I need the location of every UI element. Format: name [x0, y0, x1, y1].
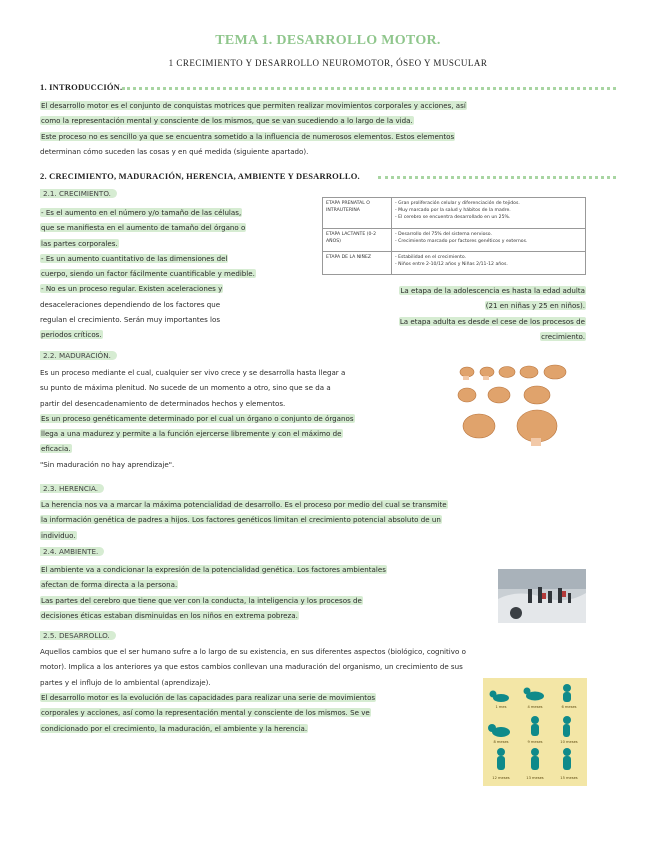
stage-desc-line: - Estabilidad en el crecimiento.: [395, 255, 467, 260]
herencia-text: [40, 497, 620, 543]
maduracion-line: su punto de máxima plenitud. No sucede de un momento a otro, sino que se da a: [40, 383, 331, 393]
intro-line: Este proceso no es sencillo ya que se encuentra sometido a la influencia de numerosos elementos. Estos elementos: [41, 131, 455, 141]
maduracion-text: [40, 365, 452, 472]
brain-icon: [458, 365, 566, 442]
maduracion-line: partir del desencadenamiento de determinados hechos y elementos.: [40, 398, 286, 408]
page-title: TEMA 1. DESARROLLO MOTOR.: [215, 33, 441, 48]
stage-cell: ETAPA PRENATAL O INTRAUTERINA: [323, 198, 392, 229]
ambiente-text: [40, 562, 492, 623]
desarrollo-line: corporales y acciones, así como la representación mental y consciente de los mismos. Se ve: [41, 708, 370, 718]
table-row: [323, 198, 586, 229]
subsection-heading-maduracion: 2.2. MADURACIÓN.: [40, 351, 117, 360]
maduracion-line: Es un proceso mediante el cual, cualquier ser vivo crece y se desarrolla hasta llegar a: [40, 368, 346, 377]
intro-text: [40, 98, 620, 159]
maduracion-line: llega a una madurez y permite a la función ejercerse libremente y con el máximo de: [41, 429, 342, 439]
crecimiento-line: - Es el aumento en el número y/o tamaño de las células,: [41, 208, 242, 217]
crecimiento-text: [40, 205, 320, 343]
crecimiento-line: las partes corporales.: [41, 238, 118, 248]
milestone-label: 8 meses: [493, 740, 509, 744]
dotted-divider: [122, 87, 616, 90]
table-row: [323, 252, 586, 275]
intro-line: como la representación mental y consciente de los mismos, que se van sucediendo a lo largo de la vida.: [41, 116, 413, 126]
milestone-label: 13 meses: [526, 776, 544, 780]
stage-desc-line: - Crecimiento marcado por factores genéticos y externos.: [395, 239, 528, 244]
ambiente-line: decisiones éticas estaban disminuidas en los niños en extrema pobreza.: [41, 610, 298, 620]
milestone-label: 4 meses: [527, 705, 543, 709]
milestone-label: 9 meses: [527, 740, 543, 744]
milestone-label: 1 mes: [495, 705, 507, 709]
herencia-line: La herencia nos va a marcar la máxima potencialidad de desarrollo. Es el proceso por medio del cual se transmite: [41, 500, 447, 509]
stage-desc-line: - Niños entre 2-10/12 años y Niñas 2/11-12 años.: [395, 262, 508, 267]
desarrollo-line: El desarrollo motor es la evolución de las capacidades para realizar una serie de movimientos: [41, 693, 376, 702]
desarrollo-line: condicionado por el crecimiento, la maduración, el ambiente y la herencia.: [41, 723, 308, 733]
crecimiento-line: - No es un proceso regular. Existen aceleraciones y: [41, 284, 223, 294]
stage-desc-line: - Gran proliferación celular y diferenciación de tejidos.: [395, 201, 520, 206]
herencia-line: la información genética de padres a hijos. Los factores genéticos limitan el crecimiento potencial absoluto de un: [41, 515, 441, 525]
adolescence-line: La etapa de la adolescencia es hasta la edad adulta: [400, 286, 585, 295]
crecimiento-line: regulan el crecimiento. Serán muy importantes los: [40, 315, 221, 325]
section-heading-crecimiento-maduracion: 2. CRECIMIENTO, MADURACIÓN, HERENCIA, AMBIENTE Y DESARROLLO.: [40, 171, 360, 181]
crecimiento-line: - Es un aumento cuantitativo de las dimensiones del: [41, 253, 228, 263]
maduracion-line: Es un proceso genéticamente determinado por el cual un órgano o conjunto de órganos: [41, 413, 354, 423]
stage-desc-cell: [392, 252, 586, 275]
milestone-label: 15 meses: [560, 776, 578, 780]
herencia-line: individuo.: [41, 530, 76, 540]
maduracion-line: eficacia.: [41, 444, 71, 454]
desarrollo-line: motor). Implica a los anteriores ya que estos cambios conllevan una maduración del organismo, un crecimiento de sus: [40, 662, 463, 672]
subsection-heading-herencia: 2.3. HERENCIA.: [40, 484, 104, 493]
ambiente-line: Las partes del cerebro que tiene que ver con la conducta, la inteligencia y los procesos de: [41, 595, 362, 605]
stage-desc-cell: [392, 198, 586, 229]
ambiente-line: afectan de forma directa a la persona.: [41, 580, 178, 590]
subsection-heading-desarrollo: 2.5. DESARROLLO.: [40, 631, 116, 640]
maduracion-line: "Sin maduración no hay aprendizaje".: [40, 459, 175, 469]
stage-desc-cell: [392, 229, 586, 252]
stage-cell: ETAPA DE LA NIÑEZ: [323, 252, 392, 275]
stage-desc-line: - Desarrollo del 75% del sistema nervioso.: [395, 232, 493, 237]
adolescence-line: crecimiento.: [541, 331, 585, 341]
intro-line: determinan cómo suceden las cosas y en qué medida (siguiente apartado).: [40, 146, 309, 156]
intro-line: El desarrollo motor es el conjunto de conquistas motrices que permiten realizar movimientos corporales y acciones, así: [41, 101, 466, 110]
adolescence-line: (21 en niñas y 25 en niños).: [485, 301, 585, 311]
stage-desc-line: - Muy marcado por la salud y hábitos de la madre.: [395, 208, 511, 213]
crecimiento-line: periodos críticos.: [41, 330, 102, 340]
stage-cell: ETAPA LACTANTE (0-2 AÑOS): [323, 229, 392, 252]
motor-milestones-illustration: [483, 678, 587, 786]
baby-icon: [488, 684, 571, 770]
dotted-divider: [378, 176, 616, 179]
page-subtitle: 1 CRECIMIENTO Y DESARROLLO NEUROMOTOR, ÓSEO Y MUSCULAR: [168, 58, 488, 68]
milestone-label: 12 meses: [492, 776, 510, 780]
subsection-heading-crecimiento: 2.1. CRECIMIENTO.: [40, 189, 117, 198]
subsection-heading-ambiente: 2.4. AMBIENTE.: [40, 547, 104, 556]
baby-figures: [483, 678, 587, 786]
growth-stages-table: [322, 197, 586, 275]
section-heading-introduccion: 1. INTRODUCCIÓN.: [40, 82, 123, 92]
adolescence-line: La etapa adulta es desde el cese de los procesos de: [399, 316, 585, 326]
crecimiento-line: desaceleraciones dependiendo de los factores que: [40, 299, 221, 309]
brain-development-illustration: [455, 360, 585, 450]
stage-desc-line: - El cerebro se encuentra desarrollado en un 25%.: [395, 215, 511, 220]
desarrollo-line: partes y el influjo de lo ambiental (aprendizaje).: [40, 677, 211, 687]
desarrollo-line: Aquellos cambios que el ser humano sufre a lo largo de su existencia, en sus diferentes aspectos (biológico, cognitivo o: [40, 647, 466, 656]
environment-photo: [498, 569, 586, 623]
adolescence-text: [300, 283, 586, 344]
ambiente-line: El ambiente va a condicionar la expresión de la potencialidad genética. Los factores ambientales: [41, 565, 386, 574]
milestone-label: 6 meses: [561, 705, 577, 709]
milestone-label: 10 meses: [560, 740, 578, 744]
desarrollo-motor-text: [40, 690, 480, 736]
crecimiento-line: que se manifiesta en el aumento de tamaño del órgano o: [41, 223, 246, 233]
crecimiento-line: cuerpo, siendo un factor fácilmente cuantificable y medible.: [41, 269, 255, 279]
table-row: [323, 229, 586, 252]
